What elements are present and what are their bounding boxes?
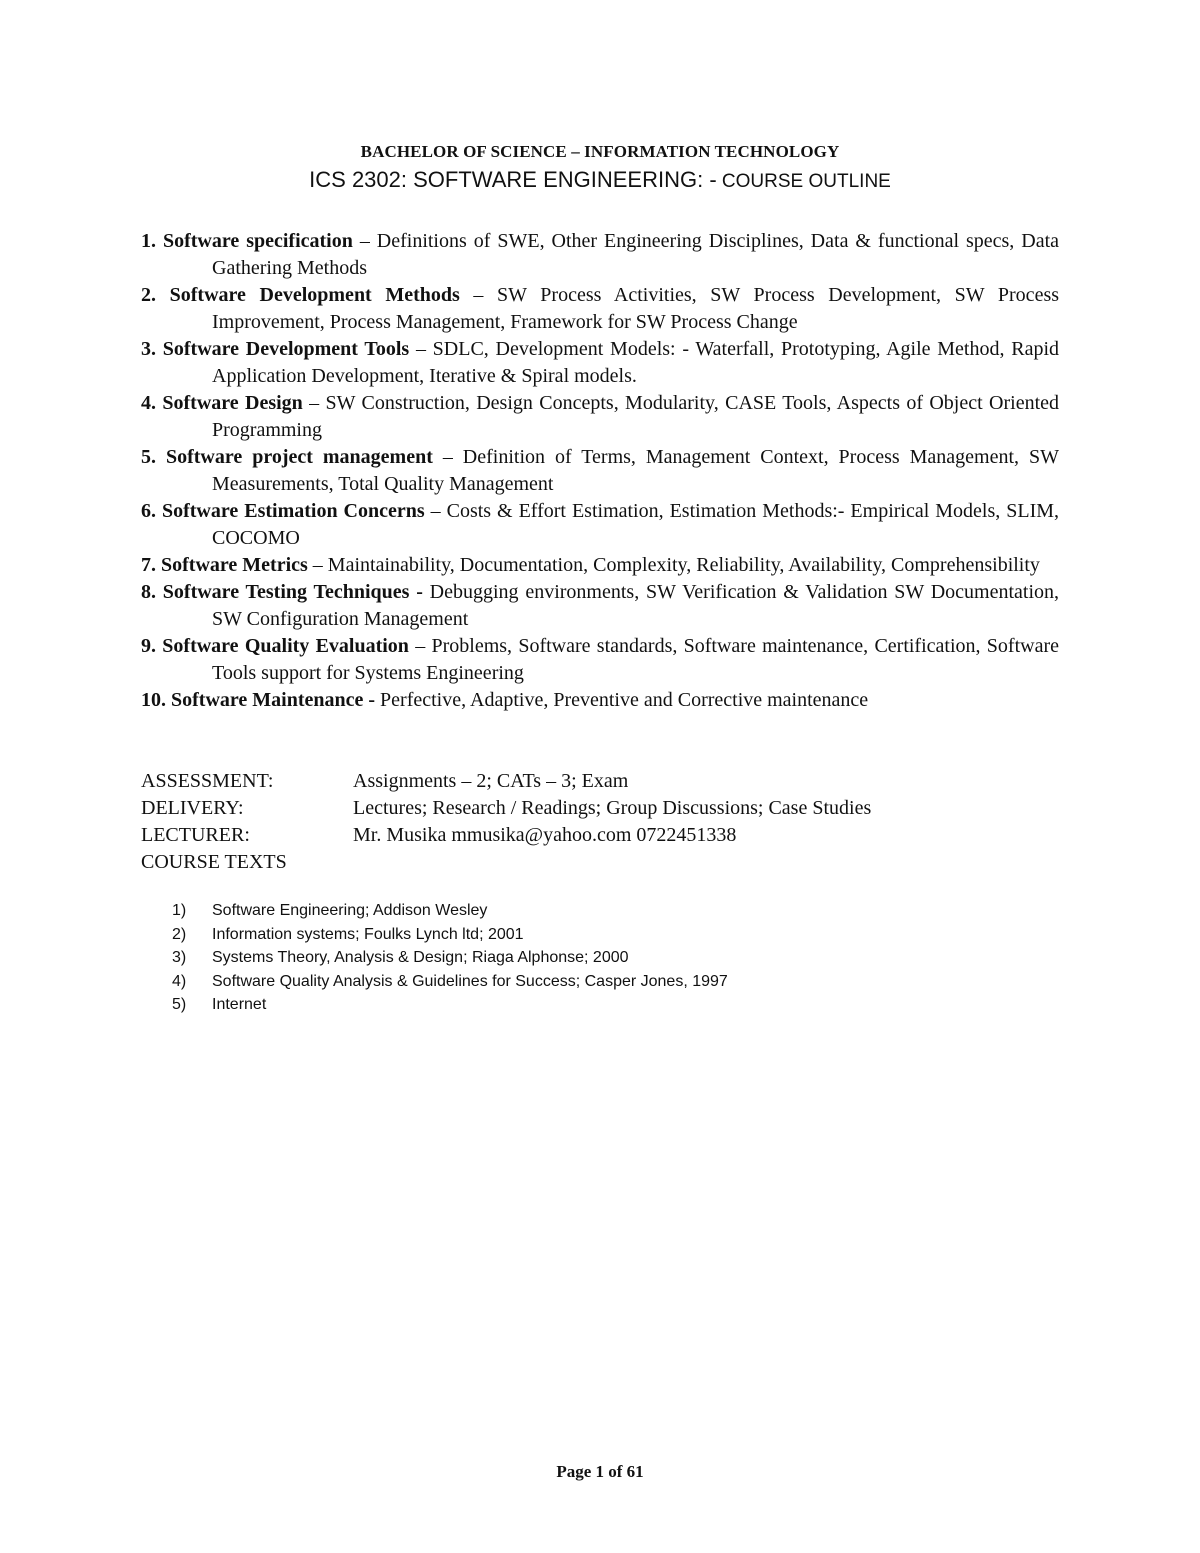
course-text-title: Software Engineering; Addison Wesley — [212, 902, 488, 919]
outline-item — [141, 228, 1059, 282]
outline-item-heading: Software project management — [165, 446, 433, 468]
course-outline-label: COURSE OUTLINE — [716, 171, 891, 192]
course-text-number: 4) — [172, 972, 187, 990]
course-text-title: Information systems; Foulks Lynch ltd; 2001 — [212, 925, 524, 943]
outline-item-heading: Software Design — [162, 392, 303, 414]
outline-item-number: 2. — [141, 284, 156, 306]
course-text-item — [172, 899, 728, 923]
course-text-item — [172, 923, 728, 947]
page-number: Page 1 of 61 — [556, 1462, 644, 1481]
outline-item-number: 1. — [141, 230, 156, 252]
lecturer-row — [141, 822, 1041, 849]
outline-item-text: – Problems, Software standards, Software maintenance, Certification, Software Tools support for Systems Engineering — [212, 635, 1059, 684]
outline-item-heading: Software Development Tools — [162, 338, 410, 360]
course-outline-list — [141, 228, 1059, 714]
lecturer-label: LECTURER: — [141, 824, 250, 846]
outline-item-number: 10. — [141, 689, 166, 711]
course-text-item — [172, 946, 728, 970]
outline-item-text: – Maintainability, Documentation, Complexity, Reliability, Availability, Comprehensibility — [307, 554, 1040, 576]
outline-item-heading: Software Metrics — [161, 554, 308, 576]
outline-item-number: 3. — [141, 338, 156, 360]
outline-item — [141, 687, 1059, 714]
lecturer-value: Mr. Musika mmusika@yahoo.com 0722451338 — [353, 824, 737, 846]
outline-item — [141, 444, 1059, 498]
outline-item — [141, 336, 1059, 390]
outline-item-heading: Software specification — [162, 230, 353, 252]
outline-item-heading: Software Maintenance - — [171, 689, 376, 711]
outline-item-heading: Software Development Methods — [169, 284, 460, 306]
outline-item-number: 4. — [141, 392, 156, 414]
course-text-number: 5) — [172, 996, 187, 1013]
course-text-title: Software Quality Analysis & Guidelines for Success; Casper Jones, 1997 — [212, 972, 728, 990]
outline-item — [141, 579, 1059, 633]
outline-item-text: – SW Process Activities, SW Process Development, SW Process Improvement, Process Management, Framework for SW Process Change — [212, 284, 1060, 333]
outline-item-text: Debugging environments, SW Verification & Validation SW Documentation, SW Configuration Management — [212, 581, 1059, 630]
outline-item — [141, 390, 1059, 444]
outline-item-text: – SDLC, Development Models: - Waterfall, Prototyping, Agile Method, Rapid Application Development, Iterative & Spiral models. — [212, 338, 1059, 387]
outline-item-text: – Definition of Terms, Management Context, Process Management, SW Measurements, Total Quality Management — [212, 446, 1059, 495]
course-details — [141, 768, 1041, 876]
course-text-number: 1) — [172, 902, 187, 919]
outline-item — [141, 282, 1059, 336]
delivery-row — [141, 795, 1041, 822]
course-texts-row — [141, 849, 1041, 876]
outline-item-heading: Software Quality Evaluation — [162, 635, 409, 657]
course-code-title: ICS 2302: SOFTWARE ENGINEERING: - — [309, 167, 717, 192]
course-texts-list — [172, 899, 728, 1017]
outline-item-text: – Definitions of SWE, Other Engineering Disciplines, Data & functional specs, Data Gathering Methods — [212, 230, 1059, 279]
outline-item-text: – SW Construction, Design Concepts, Modularity, CASE Tools, Aspects of Object Oriented Programming — [212, 392, 1060, 441]
course-text-title: Systems Theory, Analysis & Design; Riaga Alphonse; 2000 — [212, 949, 629, 966]
outline-item — [141, 498, 1059, 552]
assessment-value: Assignments – 2; CATs – 3; Exam — [353, 770, 629, 792]
outline-item-number: 8. — [141, 581, 156, 603]
assessment-row — [141, 768, 1041, 795]
outline-item — [141, 552, 1059, 579]
course-text-number: 3) — [172, 949, 187, 966]
delivery-label: DELIVERY: — [141, 797, 244, 819]
outline-item — [141, 633, 1059, 687]
outline-item-text: Perfective, Adaptive, Preventive and Corrective maintenance — [375, 689, 869, 711]
outline-item-heading: Software Estimation Concerns — [161, 500, 425, 522]
course-title — [0, 167, 1200, 193]
outline-item-number: 5. — [141, 446, 156, 468]
outline-item-number: 6. — [141, 500, 156, 522]
program-title: BACHELOR OF SCIENCE – INFORMATION TECHNOLOGY — [360, 142, 840, 161]
assessment-label: ASSESSMENT: — [141, 770, 274, 792]
course-text-title: Internet — [212, 996, 267, 1013]
outline-item-number: 7. — [141, 554, 156, 576]
course-text-item — [172, 970, 728, 994]
outline-item-text: – Costs & Effort Estimation, Estimation Methods:- Empirical Models, SLIM, COCOMO — [212, 500, 1060, 549]
course-text-item — [172, 993, 728, 1017]
outline-item-number: 9. — [141, 635, 156, 657]
course-texts-label: COURSE TEXTS — [141, 851, 287, 873]
delivery-value: Lectures; Research / Readings; Group Discussions; Case Studies — [353, 797, 872, 819]
course-text-number: 2) — [172, 925, 187, 943]
outline-item-heading: Software Testing Techniques - — [162, 581, 423, 603]
